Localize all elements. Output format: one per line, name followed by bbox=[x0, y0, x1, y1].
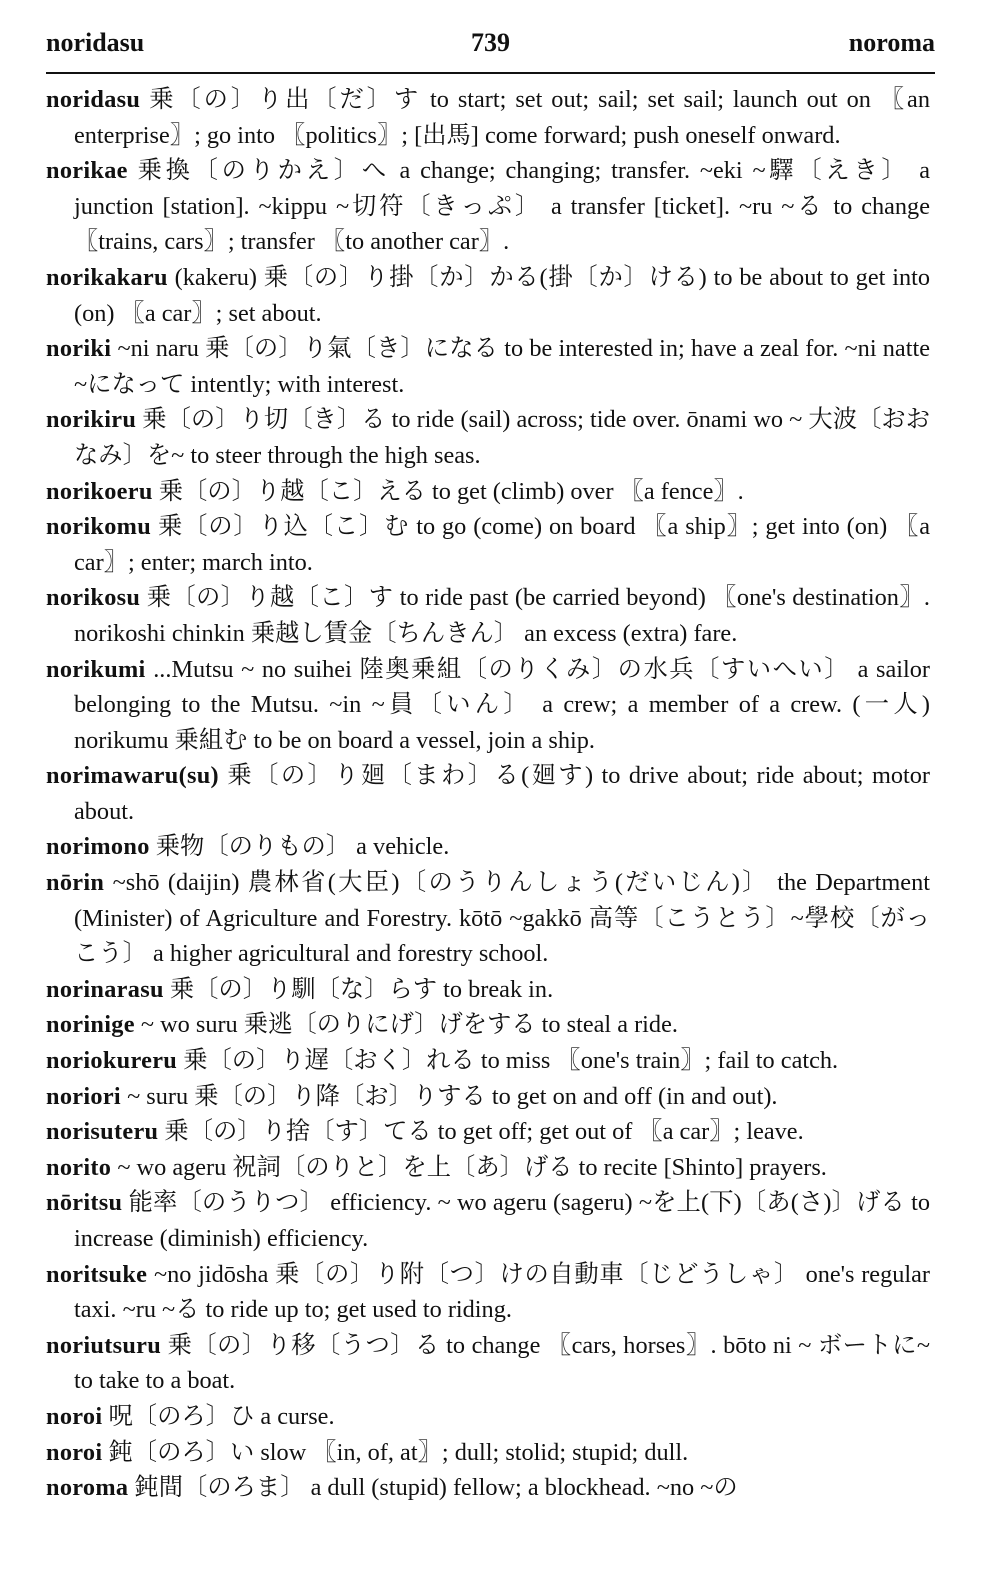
dictionary-entry bbox=[46, 260, 930, 331]
headword: noriutsuru bbox=[46, 1331, 162, 1359]
dictionary-entry bbox=[46, 758, 930, 829]
dictionary-entry bbox=[46, 1328, 930, 1399]
page-number: 739 bbox=[471, 28, 510, 57]
headword: nōrin bbox=[46, 869, 105, 897]
headword: norimawaru(su) bbox=[46, 762, 219, 790]
definition: ~ suru 乗〔の〕り降〔お〕りする to get on and off (in and out). bbox=[127, 1082, 778, 1110]
definition: (kakeru) 乗〔の〕り掛〔か〕かる(掛〔か〕ける) to be about to get into (on) 〖a car〗; set about. bbox=[74, 263, 930, 327]
headword: norisuteru bbox=[46, 1118, 159, 1146]
headword: norito bbox=[46, 1153, 112, 1181]
headword: noroma bbox=[46, 1474, 129, 1502]
definition: 乗〔の〕り廻〔まわ〕る(廻す) to drive about; ride about; motor about. bbox=[74, 762, 930, 825]
dictionary-entry bbox=[46, 402, 930, 473]
headword: norikiru bbox=[46, 406, 137, 434]
dictionary-entry bbox=[46, 580, 930, 651]
header-rule bbox=[46, 72, 935, 74]
dictionary-entry bbox=[46, 82, 930, 153]
headword: norikumi bbox=[46, 655, 146, 683]
headword: noriki bbox=[46, 335, 112, 363]
headword: norikakaru bbox=[46, 263, 168, 291]
headword: norikosu bbox=[46, 584, 141, 612]
definition: 乗〔の〕り馴〔な〕らす to break in. bbox=[169, 975, 554, 1003]
definition: 鈍間〔のろま〕 a dull (stupid) fellow; a blockhead. ~no ~の bbox=[134, 1474, 738, 1502]
definition: 乗〔の〕り込〔こ〕む to go (come) on board 〖a ship〗; get into (on) 〖a car〗; enter; march into. bbox=[74, 513, 930, 576]
dictionary-entry bbox=[46, 829, 930, 865]
dictionary-entry bbox=[46, 153, 930, 260]
definition: ...Mutsu ~ no suihei 陸奥乗組〔のりくみ〕の水兵〔すいへい〕 a sailor belonging to the Mutsu. ~in ~員〔いん〕 a crew; a member of a crew. (一人) norikumu 乗組む to be on board a vessel, join a ship. bbox=[74, 655, 931, 754]
headword: noridasu bbox=[46, 86, 141, 113]
definition: 乗〔の〕り切〔き〕る to ride (sail) across; tide over. ōnami wo ~ 大波〔おおなみ〕を~ to steer through the high seas. bbox=[74, 406, 931, 469]
definition: 乗換〔のりかえ〕へ a change; changing; transfer. ~eki ~驛〔えき〕 a junction [station]. ~kippu ~切符〔きっぷ〕 a transfer [ticket]. ~ru ~る to change 〖trains, cars〗; transfer 〖to another car〗. bbox=[74, 157, 930, 256]
header-first-word: noridasu bbox=[46, 28, 145, 57]
page-header bbox=[46, 28, 935, 68]
dictionary-entry bbox=[46, 652, 930, 759]
headword: norimono bbox=[46, 833, 150, 861]
headword: noriokureru bbox=[46, 1047, 178, 1075]
headword: nōritsu bbox=[46, 1189, 123, 1217]
dictionary-entry bbox=[46, 1043, 930, 1079]
definition: 乗〔の〕り遅〔おく〕れる to miss 〖one's train〗; fail to catch. bbox=[183, 1047, 839, 1075]
headword: noriori bbox=[46, 1082, 121, 1110]
dictionary-entry bbox=[46, 1470, 930, 1506]
definition: ~ wo ageru 祝詞〔のりと〕を上〔あ〕げる to recite [Shinto] prayers. bbox=[117, 1153, 827, 1181]
headword: norikae bbox=[46, 157, 128, 185]
definition: ~ni naru 乗〔の〕り氣〔き〕になる to be interested in; have a zeal for. ~ni natte ~になって intently; with interest. bbox=[74, 335, 930, 398]
definition: 乗〔の〕り移〔うつ〕る to change 〖cars, horses〗. bōto ni ~ ボートに~ to take to a boat. bbox=[74, 1331, 930, 1395]
dictionary-entry bbox=[46, 1257, 930, 1328]
headword: noroi bbox=[46, 1402, 103, 1430]
dictionary-entry bbox=[46, 474, 930, 510]
headword: noroi bbox=[46, 1438, 103, 1466]
definition: 乗物〔のりもの〕 a vehicle. bbox=[155, 833, 450, 861]
dictionary-entry bbox=[46, 331, 930, 402]
definition: 乗〔の〕り越〔こ〕える to get (climb) over 〖a fence〗. bbox=[158, 477, 744, 505]
dictionary-entry bbox=[46, 1079, 930, 1115]
dictionary-entry bbox=[46, 1399, 930, 1435]
header-last-word: noroma bbox=[848, 28, 935, 57]
headword: norikomu bbox=[46, 513, 152, 541]
definition: 鈍〔のろ〕い slow 〖in, of, at〗; dull; stolid; stupid; dull. bbox=[108, 1438, 689, 1466]
dictionary-entry bbox=[46, 1435, 930, 1471]
headword: noritsuke bbox=[46, 1260, 148, 1288]
dictionary-entry bbox=[46, 1150, 930, 1186]
entry-list bbox=[46, 82, 930, 1506]
definition: 乗〔の〕り捨〔す〕てる to get off; get out of 〖a car〗; leave. bbox=[164, 1118, 804, 1146]
definition: ~ wo suru 乗逃〔のりにげ〕げをする to steal a ride. bbox=[140, 1011, 678, 1039]
dictionary-entry bbox=[46, 865, 930, 972]
dictionary-entry bbox=[46, 1114, 930, 1150]
headword: norinige bbox=[46, 1011, 135, 1039]
dictionary-entry bbox=[46, 509, 930, 580]
definition: ~no jidōsha 乗〔の〕り附〔つ〕けの自動車〔じどうしゃ〕 one's regular taxi. ~ru ~る to ride up to; get used to riding. bbox=[74, 1260, 931, 1324]
dictionary-entry bbox=[46, 1185, 930, 1256]
dictionary-entry bbox=[46, 972, 930, 1008]
definition: 乗〔の〕り越〔こ〕す to ride past (be carried beyond) 〖one's destination〗. norikoshi chinkin 乗越し賃金〔ちんきん〕 an excess (extra) fare. bbox=[74, 584, 931, 647]
headword: norinarasu bbox=[46, 975, 164, 1003]
headword: norikoeru bbox=[46, 477, 153, 505]
definition: 乗〔の〕り出〔だ〕す to start; set out; sail; set sail; launch out on 〖an enterprise〗; go into 〖politics〗; [出馬] come forward; push oneself onward. bbox=[74, 86, 930, 149]
dictionary-entry bbox=[46, 1007, 930, 1043]
definition: 呪〔のろ〕ひ a curse. bbox=[108, 1402, 335, 1430]
definition: 能率〔のうりつ〕 efficiency. ~ wo ageru (sageru) ~を上(下)〔あ(さ)〕げる to increase (diminish) efficiency. bbox=[74, 1189, 930, 1252]
definition: ~shō (daijin) 農林省(大臣)〔のうりんしょう(だいじん)〕 the Department (Minister) of Agriculture and Forestry. kōtō ~gakkō 高等〔こうとう〕~學校〔がっこう〕 a higher agricultural and forestry school. bbox=[74, 869, 930, 968]
